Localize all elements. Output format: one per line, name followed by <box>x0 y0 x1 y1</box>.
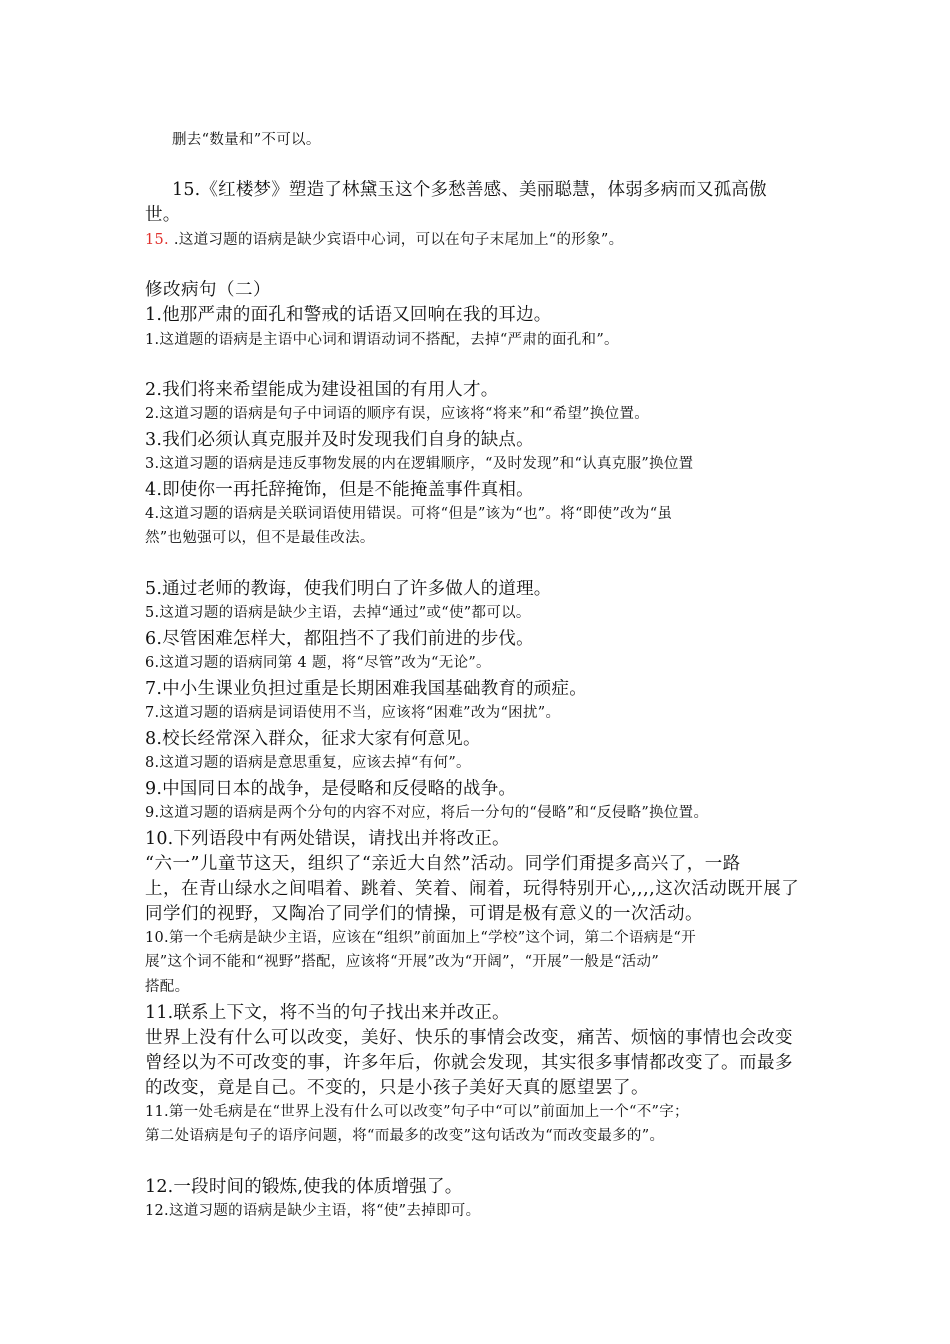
answer-3: 3.这道习题的语病是违反事物发展的内在逻辑顺序，“及时发现”和“认真克服”换位置 <box>145 456 694 472</box>
passage-10-line-1: “六一”儿童节这天，组织了“亲近大自然”活动。同学们甭提多高兴了，一路 <box>145 854 741 874</box>
answer-1: 1.这道题的语病是主语中心词和谓语动词不搭配，去掉“严肃的面孔和”。 <box>145 332 619 348</box>
passage-11-line-2: 曾经以为不可改变的事，许多年后，你就会发现，其实很多事情都改变了。而最多 <box>145 1053 793 1073</box>
answer-15-text: .这道习题的语病是缺少宾语中心词，可以在句子末尾加上“的形象”。 <box>168 232 624 248</box>
question-12: 12.一段时间的锻炼,使我的体质增强了。 <box>145 1177 463 1197</box>
passage-10-line-2: 上，在青山绿水之间唱着、跳着、笑着、闹着，玩得特别开心,,,,这次活动既开展了 <box>145 879 800 899</box>
question-4: 4.即使你一再托辞掩饰，但是不能掩盖事件真相。 <box>145 480 534 500</box>
passage-11-line-3: 的改变，竟是自己。不变的，只是小孩子美好天真的愿望罢了。 <box>145 1078 649 1098</box>
answer-10-line-1: 10.第一个毛病是缺少主语，应该在“组织”前面加上“学校”这个词，第二个语病是“开 <box>145 930 696 946</box>
passage-10-line-3: 同学们的视野，又陶冶了同学们的情操，可谓是极有意义的一次活动。 <box>145 904 703 924</box>
answer-15 <box>145 228 623 249</box>
answer-14-tail: 删去“数量和”不可以。 <box>172 132 321 148</box>
answer-7: 7.这道习题的语病是词语使用不当，应该将“困难”改为“困扰”。 <box>145 705 561 721</box>
question-15: 15.《红楼梦》塑造了林黛玉这个多愁善感、美丽聪慧，体弱多病而又孤高傲 <box>172 180 767 200</box>
question-7: 7.中小生课业负担过重是长期困难我国基础教育的顽症。 <box>145 679 587 699</box>
answer-12: 12.这道习题的语病是缺少主语，将“使”去掉即可。 <box>145 1203 481 1219</box>
answer-5: 5.这道习题的语病是缺少主语，去掉“通过”或“使”都可以。 <box>145 605 531 621</box>
answer-11-line-2: 第二处语病是句子的语序问题，将“而最多的改变”这句话改为“而改变最多的”。 <box>145 1128 665 1144</box>
question-11: 11.联系上下文，将不当的句子找出来并改正。 <box>145 1003 510 1023</box>
answer-15-number: 15. <box>145 232 169 248</box>
question-6: 6.尽管困难怎样大，都阻挡不了我们前进的步伐。 <box>145 629 534 649</box>
question-15-cont: 世。 <box>145 205 181 225</box>
answer-11-line-1: 11.第一处毛病是在“世界上没有什么可以改变”句子中“可以”前面加上一个“不”字； <box>145 1104 689 1120</box>
answer-10-line-2: 展”这个词不能和“视野”搭配，应该将“开展”改为“开阔”，“开展”一般是“活动” <box>145 954 660 970</box>
section-title: 修改病句（二） <box>145 280 271 300</box>
answer-9: 9.这道习题的语病是两个分句的内容不对应，将后一分句的“侵略”和“反侵略”换位置。 <box>145 805 709 821</box>
answer-10-line-3: 搭配。 <box>145 979 190 995</box>
question-3: 3.我们必须认真克服并及时发现我们自身的缺点。 <box>145 430 534 450</box>
passage-11-line-1: 世界上没有什么可以改变，美好、快乐的事情会改变，痛苦、烦恼的事情也会改变 <box>145 1028 793 1048</box>
answer-6: 6.这道习题的语病同第 4 题，将“尽管”改为“无论”。 <box>145 655 491 671</box>
question-5: 5.通过老师的教诲，使我们明白了许多做人的道理。 <box>145 579 552 599</box>
answer-4-cont: 然”也勉强可以，但不是最佳改法。 <box>145 530 375 546</box>
question-10: 10.下列语段中有两处错误，请找出并将改正。 <box>145 829 510 849</box>
question-8: 8.校长经常深入群众，征求大家有何意见。 <box>145 729 481 749</box>
question-2: 2.我们将来希望能成为建设祖国的有用人才。 <box>145 380 499 400</box>
answer-2: 2.这道习题的语病是句子中词语的顺序有误，应该将“将来”和“希望”换位置。 <box>145 406 650 422</box>
question-9: 9.中国同日本的战争，是侵略和反侵略的战争。 <box>145 779 517 799</box>
answer-8: 8.这道习题的语病是意思重复，应该去掉“有何”。 <box>145 755 471 771</box>
answer-4: 4.这道习题的语病是关联词语使用错误。可将“但是”该为“也”。将“即使”改为“虽 <box>145 506 673 522</box>
question-1: 1.他那严肃的面孔和警戒的话语又回响在我的耳边。 <box>145 305 552 325</box>
